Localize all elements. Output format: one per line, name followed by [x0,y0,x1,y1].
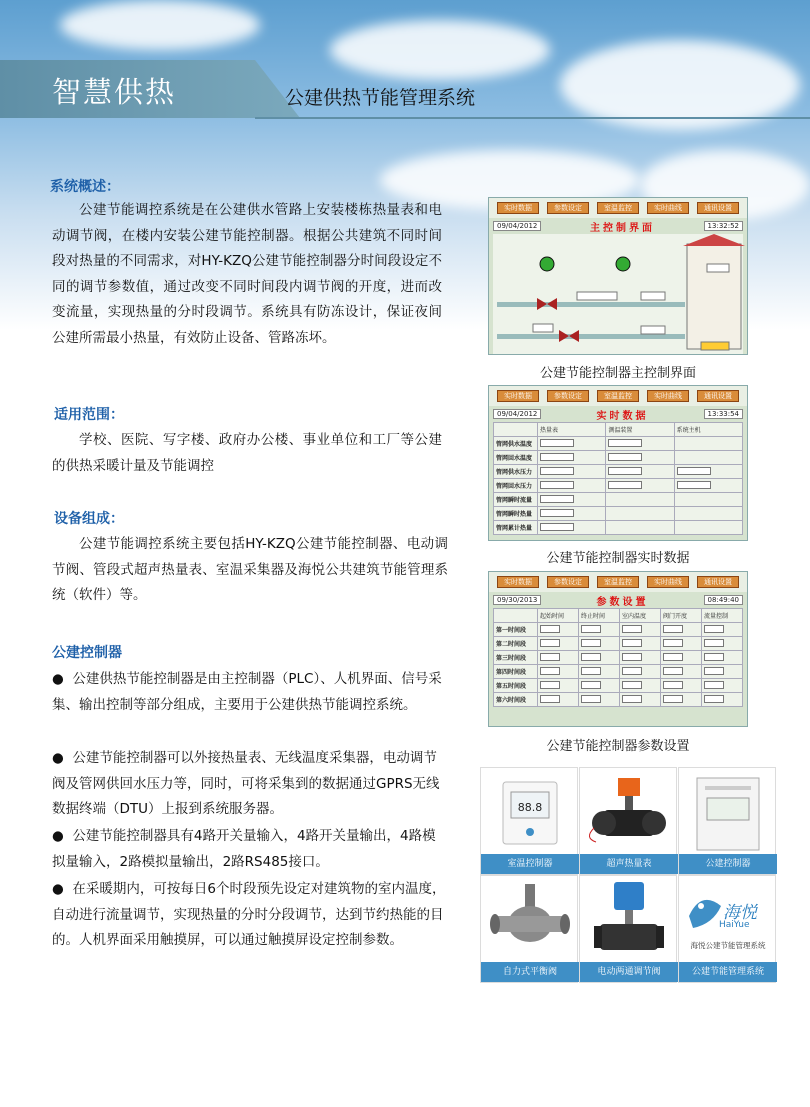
controller-bullet-3: ● 公建节能控制器具有4路开关量输入，4路开关量输出，4路模拟量输入，2路模拟量输出，2路RS485接口。 [52,828,436,870]
screen-tab: 实时曲线 [647,576,689,588]
product-label: 自力式平衡阀 [481,962,579,982]
parameter-screen-caption: 公建节能控制器参数设置 [546,739,690,754]
screen-tab: 实时数据 [497,576,539,588]
screen-tab: 室温监控 [597,576,639,588]
main-screen-caption: 公建节能控制器主控制界面 [539,366,696,381]
screen-tab: 室温监控 [597,202,639,214]
logo-name-en: HaiYue [719,920,750,930]
screen-tab: 通讯设置 [697,576,739,588]
screen-tab: 参数设定 [547,576,589,588]
svg-text:88.8: 88.8 [517,801,543,814]
scope-heading: 适用范围： [54,407,124,423]
screen-date: 09/04/2012 [493,409,541,419]
balance-valve-icon [481,876,579,964]
thermostat-icon [481,768,579,856]
screen-tab: 参数设定 [547,390,589,402]
screen-tab: 通讯设置 [697,390,739,402]
product-card [678,767,776,875]
realtime-table: 热量表 测温装置 系统主机 管网供水温度 管网回水温度 管网供水压力 管网回水压力 管网瞬时流量 管网瞬时热量 管网累计热量 [493,422,743,535]
controller-box-icon [679,768,777,856]
screen-time: 13:32:52 [704,221,743,231]
product-card [579,875,677,983]
controller-heading: 公建控制器 [52,645,122,661]
screen-tab: 实时曲线 [647,390,689,402]
screen-time: 13:33:54 [704,409,743,419]
overview-heading: 系统概述： [50,179,120,195]
product-label: 公建控制器 [679,854,777,874]
logo-caption: 海悦公建节能管理系统 [690,941,766,950]
page-subtitle: 公建供热节能管理系统 [285,87,476,109]
product-label: 超声热量表 [580,854,678,874]
product-card [480,767,578,875]
product-label: 室温控制器 [481,854,579,874]
screen-title: 参数设置 [596,596,649,608]
screen-date: 09/04/2012 [493,221,541,231]
controller-bullet-2: ● 公建节能控制器可以外接热量表、无线温度采集器，电动调节阀及管网供回水压力等，同时，可将采集到的数据通过GPRS无线数据终端（DTU）上报到系统服务器。 [52,750,440,817]
overview-text: 公建节能调控系统是在公建供水管路上安装楼栋热量表和电动调节阀，在楼内安装公建节能控制器。根据公共建筑不同时间段对热量的不同需求，对HY-KZQ公建节能控制器分时间段设定不同的调节参数值，通过改变不同时间段内调节阀的开度，进而改变流量，实现热量的分时段调节。系统具有防冻设计，保证夜间公建所需最小热量，有效防止设备、管路冻坏。 [52,202,442,346]
pipe-diagram [493,234,743,354]
screen-title: 主控制界面 [589,222,655,234]
logo-icon [679,876,777,964]
screen-tab: 参数设定 [547,202,589,214]
product-label: 公建节能管理系统 [679,962,777,982]
screen-tab: 室温监控 [597,390,639,402]
parameter-screen [488,571,748,727]
banner-underline [255,117,810,119]
screen-tab: 实时数据 [497,202,539,214]
components-heading: 设备组成： [54,511,124,527]
screen-time: 08:49:40 [704,595,743,605]
product-card [480,875,578,983]
parameter-table: 起始时间 终止时间 室内温度 阀门开度 流量控制 第一时间段 第二时间段 第三时间段 第四时间段 第五时间段 第六时间段 [493,608,743,707]
heat-meter-icon [580,768,678,856]
realtime-screen-caption: 公建节能控制器实时数据 [546,551,690,566]
components-text: 公建节能调控系统主要包括HY-KZQ公建节能控制器、电动调节阀、管段式超声热量表、室温采集器及海悦公共建筑节能管理系统（软件）等。 [52,536,448,603]
product-label: 电动两通调节阀 [580,962,678,982]
controller-bullet-4: ● 在采暖期内，可按每日6个时段预先设定对建筑物的室内温度，自动进行流量调节，实现热量的分时分段调节，达到节约热能的目的。人机界面采用触摸屏，可以通过触摸屏设定控制参数。 [52,881,446,948]
logo-name-cn: 海悦 [723,903,757,923]
controller-bullet-1: ● 公建供热节能控制器是由主控制器（PLC）、人机界面、信号采集、输出控制等部分组成，主要用于公建供热节能调控系统。 [52,671,442,713]
screen-tab: 实时数据 [497,390,539,402]
screen-tab: 通讯设置 [697,202,739,214]
screen-title: 实时数据 [596,410,649,422]
motorized-valve-icon [580,876,678,964]
screen-tab: 实时曲线 [647,202,689,214]
product-card [678,875,776,983]
screen-date: 09/30/2013 [493,595,541,605]
product-card [579,767,677,875]
scope-text: 学校、医院、写字楼、政府办公楼、事业单位和工厂等公建的供热采暖计量及节能调控 [52,432,442,474]
banner-title: 智慧供热 [52,75,177,109]
main-control-screen [488,197,748,355]
product-grid [480,767,776,983]
realtime-data-screen [488,385,748,541]
